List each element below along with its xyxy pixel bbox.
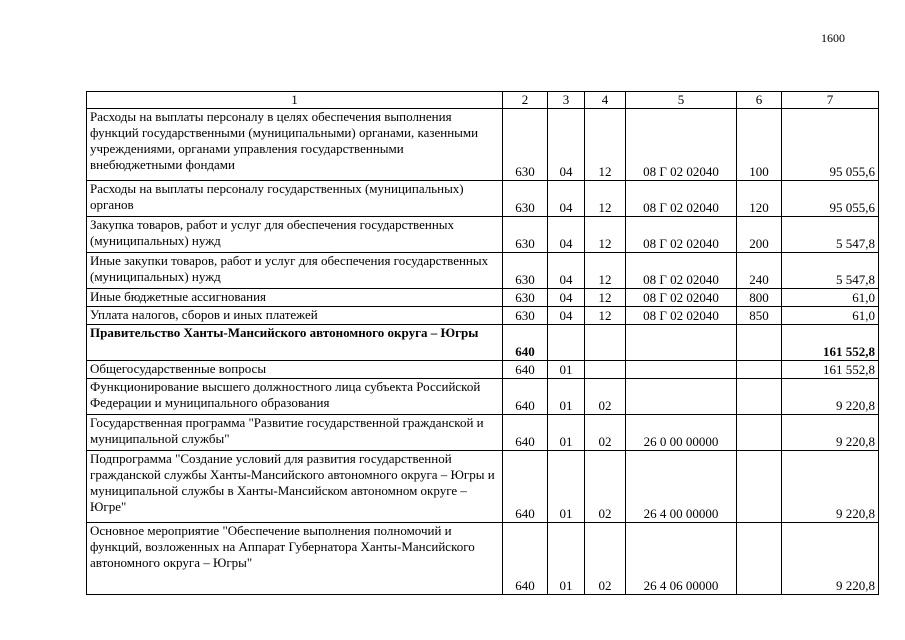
row-name-cell: Расходы на выплаты персоналу государственных (муниципальных) органов	[87, 181, 503, 217]
row-col2-cell: 630	[503, 109, 548, 181]
row-col7-cell: 9 220,8	[782, 415, 879, 451]
table-row	[87, 307, 879, 325]
row-col2-cell: 630	[503, 181, 548, 217]
row-col3-cell: 04	[548, 109, 585, 181]
row-col5-cell: 08 Г 02 02040	[626, 181, 737, 217]
row-col6-cell: 850	[737, 307, 782, 325]
row-name-cell: Функционирование высшего должностного лица субъекта Российской Федерации и муниципального образования	[87, 379, 503, 415]
row-name-cell: Общегосударственные вопросы	[87, 361, 503, 379]
row-name-cell: Основное мероприятие "Обеспечение выполнения полномочий и функций, возложенных на Аппарат Губернатора Ханты-Мансийского автономного округа – Югры"	[87, 523, 503, 595]
row-col4-cell: 02	[585, 379, 626, 415]
row-col3-cell: 04	[548, 181, 585, 217]
row-col4-cell: 02	[585, 415, 626, 451]
page-number: 1600	[821, 31, 845, 45]
row-name-cell: Правительство Ханты-Мансийского автономного округа – Югры	[87, 325, 503, 361]
row-col5-cell: 08 Г 02 02040	[626, 253, 737, 289]
row-col4-cell: 12	[585, 109, 626, 181]
row-col5-cell: 26 4 06 00000	[626, 523, 737, 595]
row-col2-cell: 630	[503, 217, 548, 253]
row-col3-cell: 04	[548, 307, 585, 325]
row-col2-cell: 640	[503, 451, 548, 523]
row-col2-cell: 630	[503, 253, 548, 289]
row-col5-cell: 26 4 00 00000	[626, 451, 737, 523]
row-col3-cell: 04	[548, 289, 585, 307]
row-col6-cell	[737, 523, 782, 595]
row-col6-cell	[737, 325, 782, 361]
row-col2-cell: 640	[503, 523, 548, 595]
row-col5-cell: 08 Г 02 02040	[626, 307, 737, 325]
row-name-cell: Расходы на выплаты персоналу в целях обеспечения выполнения функций государственными (муниципальными) органами, казенными учреждениями, органами управления государственными внебюджетными фондами	[87, 109, 503, 181]
row-col3-cell: 01	[548, 415, 585, 451]
row-col6-cell	[737, 361, 782, 379]
row-col7-cell: 161 552,8	[782, 361, 879, 379]
column-header-3: 3	[548, 92, 585, 109]
row-col7-cell: 9 220,8	[782, 523, 879, 595]
row-col3-cell: 04	[548, 253, 585, 289]
table-row	[87, 181, 879, 217]
table-row	[87, 253, 879, 289]
row-col4-cell: 02	[585, 523, 626, 595]
row-col7-cell: 9 220,8	[782, 379, 879, 415]
row-col3-cell: 01	[548, 379, 585, 415]
row-col5-cell	[626, 361, 737, 379]
row-col7-cell: 5 547,8	[782, 217, 879, 253]
table-row	[87, 379, 879, 415]
row-col5-cell	[626, 325, 737, 361]
row-col7-cell: 95 055,6	[782, 181, 879, 217]
budget-table	[86, 91, 879, 595]
row-col2-cell: 630	[503, 289, 548, 307]
row-col7-cell: 61,0	[782, 307, 879, 325]
row-name-cell: Государственная программа "Развитие государственной гражданской и муниципальной службы"	[87, 415, 503, 451]
row-col2-cell: 640	[503, 325, 548, 361]
row-col3-cell	[548, 325, 585, 361]
row-col7-cell: 9 220,8	[782, 451, 879, 523]
row-col2-cell: 640	[503, 361, 548, 379]
row-col4-cell: 02	[585, 451, 626, 523]
row-name-cell: Уплата налогов, сборов и иных платежей	[87, 307, 503, 325]
row-col3-cell: 04	[548, 217, 585, 253]
row-col6-cell: 200	[737, 217, 782, 253]
column-header-1: 1	[87, 92, 503, 109]
row-col5-cell	[626, 379, 737, 415]
row-col5-cell: 08 Г 02 02040	[626, 109, 737, 181]
row-col7-cell: 5 547,8	[782, 253, 879, 289]
row-col5-cell: 08 Г 02 02040	[626, 289, 737, 307]
row-col2-cell: 640	[503, 379, 548, 415]
table-row	[87, 289, 879, 307]
row-col2-cell: 640	[503, 415, 548, 451]
row-col4-cell	[585, 325, 626, 361]
row-col5-cell: 08 Г 02 02040	[626, 217, 737, 253]
row-col6-cell: 240	[737, 253, 782, 289]
row-col6-cell: 800	[737, 289, 782, 307]
row-col2-cell: 630	[503, 307, 548, 325]
row-col4-cell	[585, 361, 626, 379]
table-header-row	[87, 92, 879, 109]
column-header-7: 7	[782, 92, 879, 109]
table-row	[87, 217, 879, 253]
row-name-cell: Подпрограмма "Создание условий для развития государственной гражданской службы Ханты-Мансийского автономного округа – Югры и муниципальной службы в Ханты-Мансийском автономном округе – Югре"	[87, 451, 503, 523]
row-col4-cell: 12	[585, 289, 626, 307]
row-col7-cell: 161 552,8	[782, 325, 879, 361]
row-col6-cell	[737, 379, 782, 415]
row-col3-cell: 01	[548, 361, 585, 379]
row-col4-cell: 12	[585, 181, 626, 217]
table-row	[87, 451, 879, 523]
table-row	[87, 415, 879, 451]
row-name-cell: Иные закупки товаров, работ и услуг для обеспечения государственных (муниципальных) нужд	[87, 253, 503, 289]
column-header-5: 5	[626, 92, 737, 109]
row-col3-cell: 01	[548, 523, 585, 595]
column-header-2: 2	[503, 92, 548, 109]
column-header-4: 4	[585, 92, 626, 109]
row-col6-cell	[737, 451, 782, 523]
row-col4-cell: 12	[585, 307, 626, 325]
row-col6-cell: 100	[737, 109, 782, 181]
row-col4-cell: 12	[585, 253, 626, 289]
table-row	[87, 361, 879, 379]
row-col5-cell: 26 0 00 00000	[626, 415, 737, 451]
row-col7-cell: 95 055,6	[782, 109, 879, 181]
row-col4-cell: 12	[585, 217, 626, 253]
row-name-cell: Иные бюджетные ассигнования	[87, 289, 503, 307]
row-col3-cell: 01	[548, 451, 585, 523]
row-col6-cell: 120	[737, 181, 782, 217]
table-row	[87, 325, 879, 361]
row-name-cell: Закупка товаров, работ и услуг для обеспечения государственных (муниципальных) нужд	[87, 217, 503, 253]
row-col6-cell	[737, 415, 782, 451]
table-row	[87, 109, 879, 181]
column-header-6: 6	[737, 92, 782, 109]
table-row	[87, 523, 879, 595]
row-col7-cell: 61,0	[782, 289, 879, 307]
